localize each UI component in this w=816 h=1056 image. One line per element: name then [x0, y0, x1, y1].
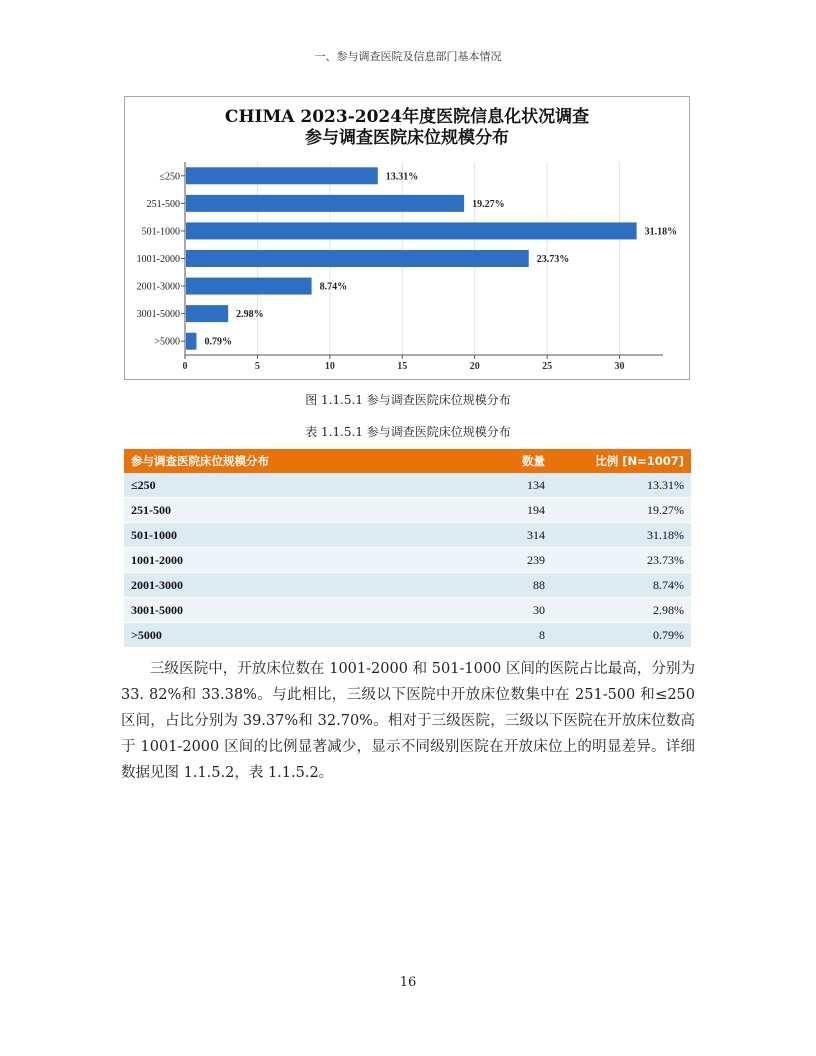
bar	[186, 222, 637, 239]
category-label: >5000	[154, 336, 180, 348]
chart-title-line2: 参与调查医院床位规模分布	[305, 128, 509, 148]
column-header-ratio: 比例 [N=1007]	[552, 449, 691, 473]
bar	[186, 333, 196, 350]
x-tick-label: 20	[469, 361, 480, 372]
category-label: 2001-3000	[136, 281, 180, 293]
category-label: 1001-2000	[136, 254, 180, 265]
x-tick-label: 0	[182, 361, 188, 372]
x-tick-label: 5	[254, 361, 260, 372]
cell-category: 1001-2000	[124, 548, 428, 573]
cell-category: 251-500	[124, 498, 428, 523]
page-number: 16	[399, 975, 417, 990]
cell-ratio: 0.79%	[552, 623, 691, 648]
cell-count: 134	[428, 473, 552, 498]
category-label: ≤250	[159, 171, 180, 183]
chart-title	[125, 107, 689, 149]
x-tick-label: 25	[542, 361, 553, 372]
cell-count: 239	[428, 548, 552, 573]
table-row	[124, 498, 691, 523]
table-row	[124, 523, 691, 548]
table-row	[124, 623, 691, 648]
chart-title-line1: CHIMA 2023-2024年度医院信息化状况调查	[224, 107, 590, 127]
cell-category: ≤250	[124, 473, 428, 498]
cell-count: 8	[428, 623, 552, 648]
cell-count: 314	[428, 523, 552, 548]
bar	[186, 195, 464, 212]
bed-size-table	[124, 449, 691, 648]
x-tick-label: 30	[614, 361, 625, 372]
cell-ratio: 2.98%	[552, 598, 691, 623]
column-header-count: 数量	[428, 449, 552, 473]
data-label: 8.74%	[319, 281, 348, 293]
figure-caption: 图 1.1.5.1 参与调查医院床位规模分布	[305, 393, 511, 407]
cell-ratio: 13.31%	[552, 473, 691, 498]
cell-ratio: 23.73%	[552, 548, 691, 573]
cell-ratio: 19.27%	[552, 498, 691, 523]
data-label: 13.31%	[385, 171, 419, 183]
bar	[186, 278, 312, 295]
data-label: 2.98%	[236, 309, 264, 321]
bar	[186, 167, 378, 184]
data-label: 31.18%	[644, 226, 678, 238]
category-label: 3001-5000	[136, 309, 180, 321]
running-header: 一、参与调查医院及信息部门基本情况	[314, 50, 502, 63]
data-label: 23.73%	[536, 254, 570, 265]
table-row	[124, 598, 691, 623]
table-row	[124, 473, 691, 498]
cell-category: 501-1000	[124, 523, 428, 548]
data-label: 19.27%	[472, 198, 505, 210]
data-label: 0.79%	[204, 336, 232, 348]
category-label: 251-500	[146, 198, 180, 210]
cell-count: 30	[428, 598, 552, 623]
x-tick-label: 10	[324, 361, 335, 372]
cell-ratio: 31.18%	[552, 523, 691, 548]
table-row	[124, 548, 691, 573]
category-label: 501-1000	[141, 226, 180, 238]
column-header-category: 参与调查医院床位规模分布	[124, 449, 428, 473]
bar	[186, 250, 529, 267]
bar	[186, 305, 228, 322]
cell-count: 88	[428, 573, 552, 598]
cell-ratio: 8.74%	[552, 573, 691, 598]
cell-category: >5000	[124, 623, 428, 648]
table-row	[124, 573, 691, 598]
body-paragraph: 三级医院中，开放床位数在 1001-2000 和 501-1000 区间的医院占比最高，分别为 33. 82%和 33.38%。与此相比，三级以下医院中开放床位数集中在 251-500 和≤250 区间，占比分别为 39.37%和 32.70%。相对于三级医院，三级以下医院在开放床位数高于 1001-2000 区间的比例显著减少，显示不同级别医院在开放床位上的明显差异。详细数据见图 1.1.5.2，表 1.1.5.2。	[121, 661, 695, 781]
table-caption: 表 1.1.5.1 参与调查医院床位规模分布	[305, 425, 511, 439]
table-header-row	[124, 449, 691, 473]
cell-category: 3001-5000	[124, 598, 428, 623]
cell-category: 2001-3000	[124, 573, 428, 598]
cell-count: 194	[428, 498, 552, 523]
bar-chart	[124, 96, 690, 380]
x-tick-label: 15	[397, 361, 408, 372]
